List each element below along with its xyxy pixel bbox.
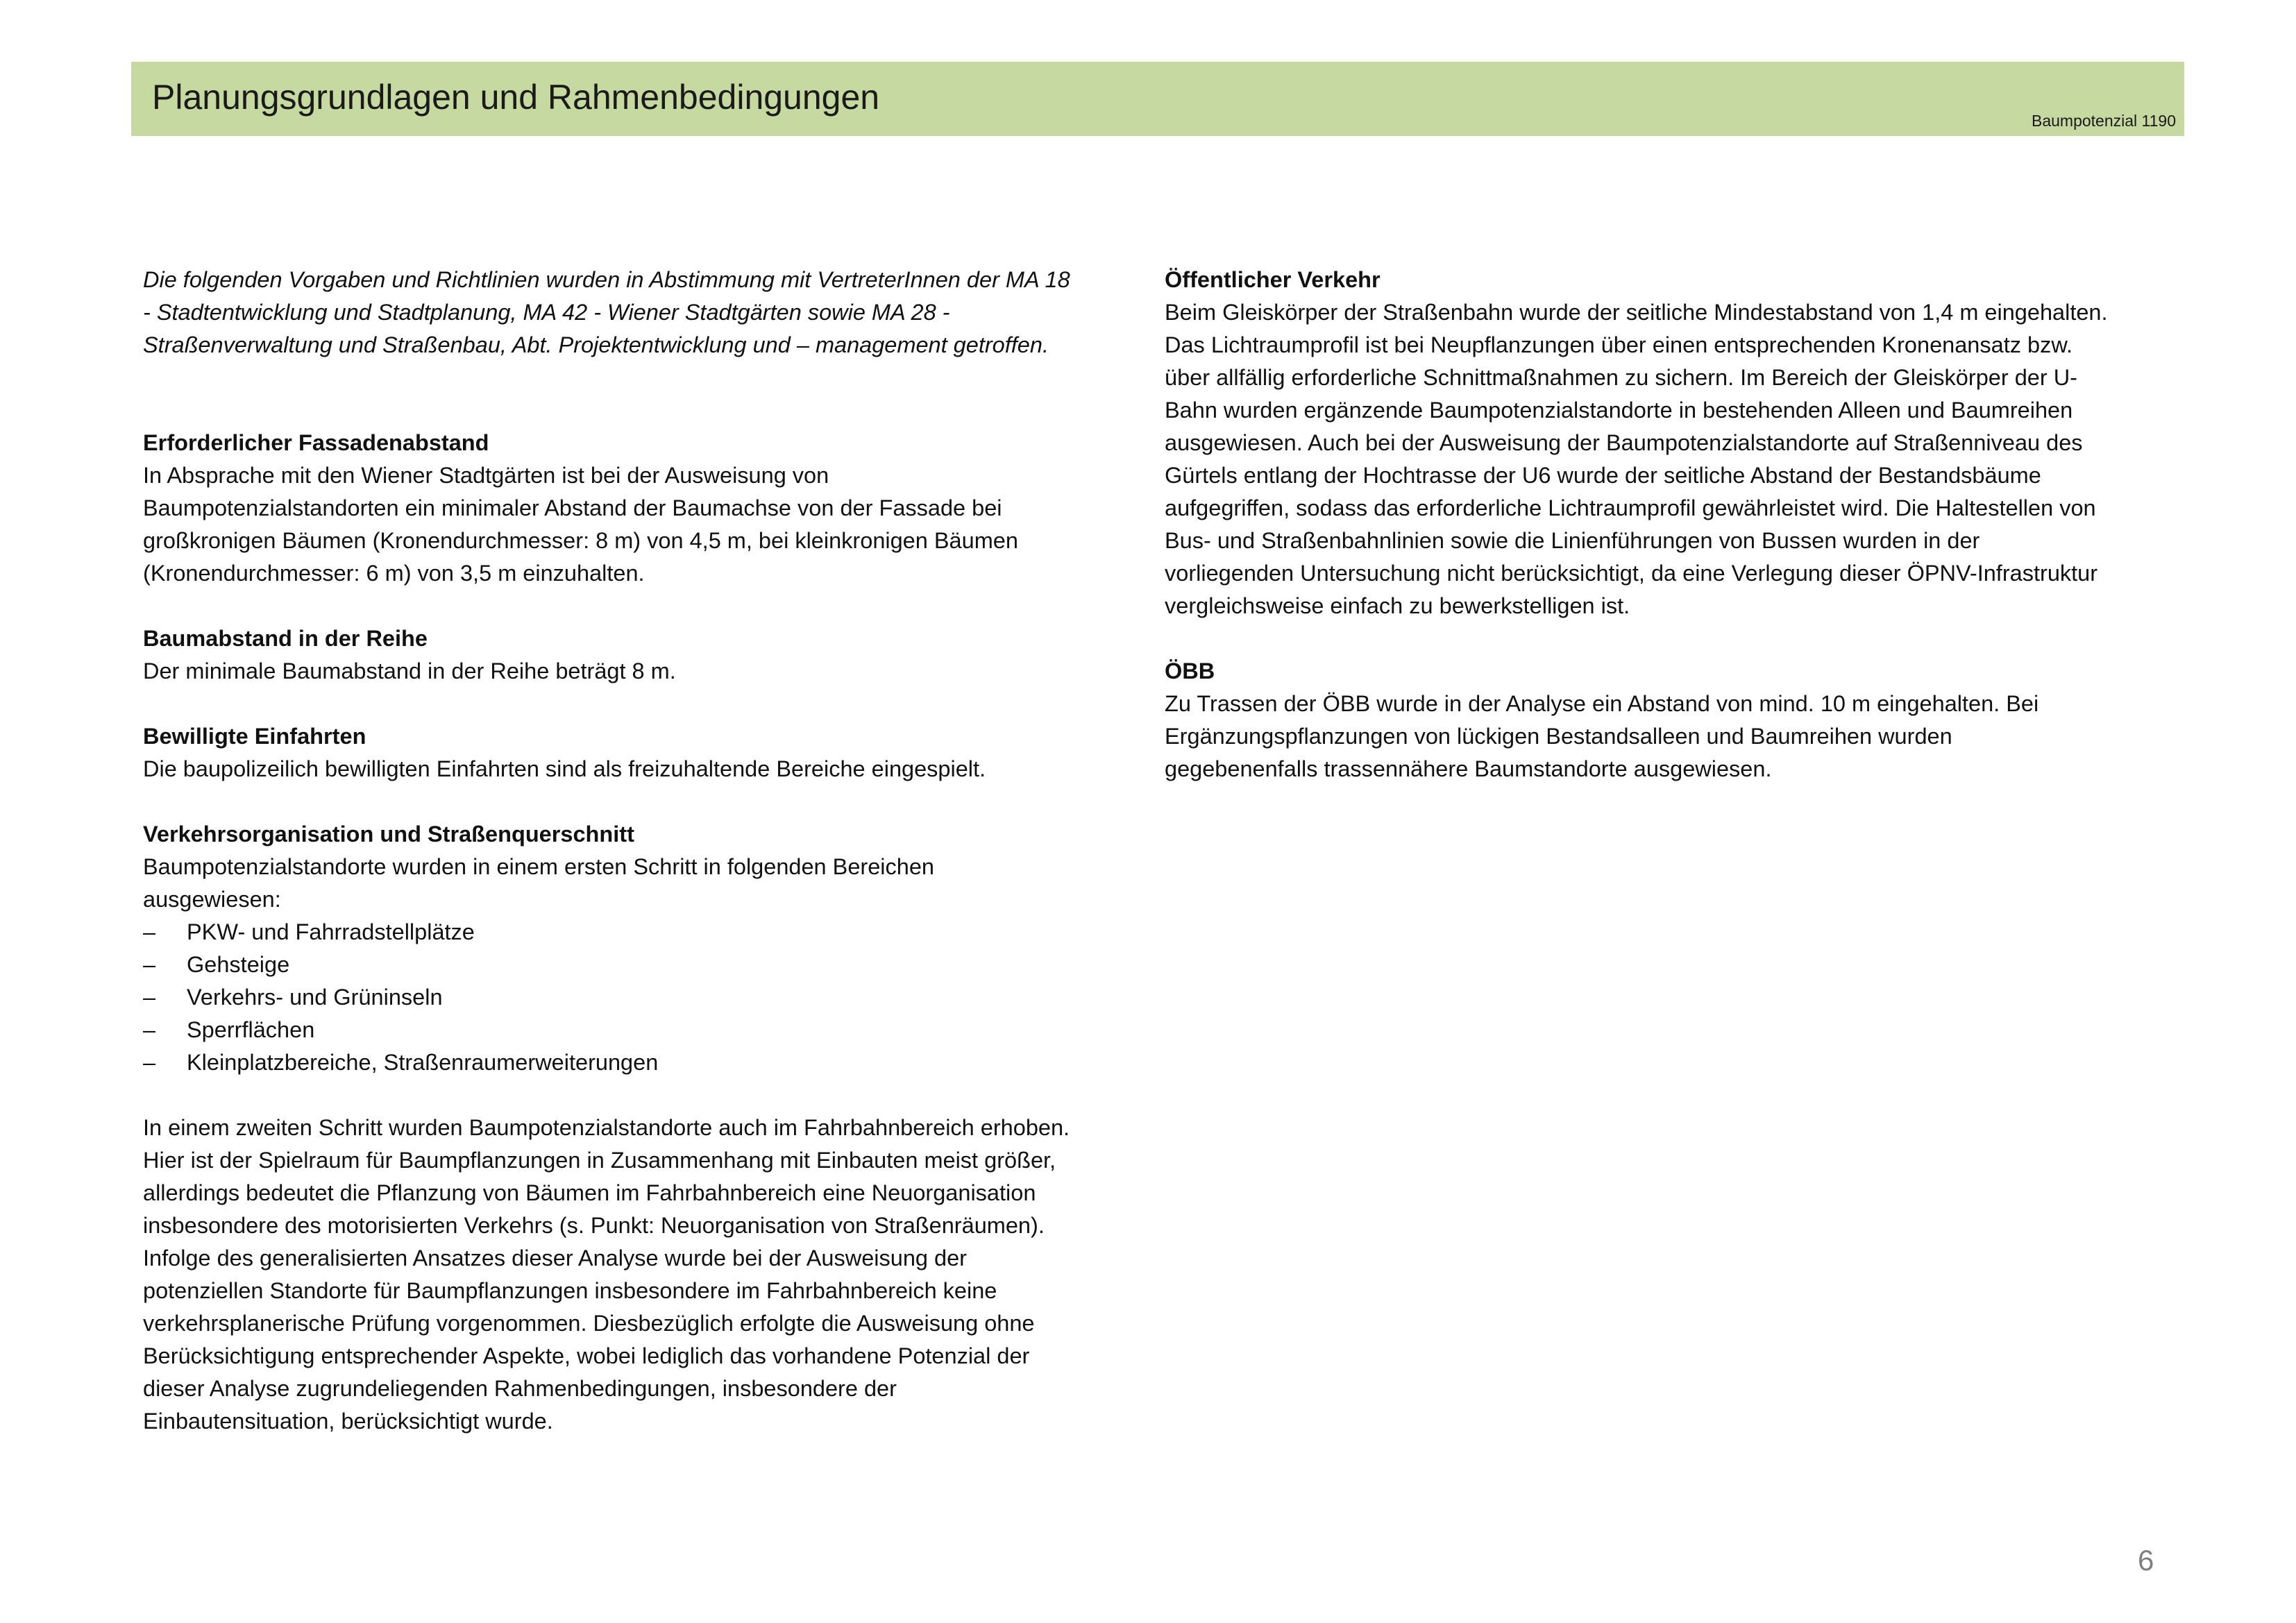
page-title: Planungsgrundlagen und Rahmenbedingungen bbox=[152, 78, 880, 117]
section-title: Verkehrsorganisation und Straßenquerschnitt bbox=[143, 822, 634, 847]
list-item bbox=[143, 981, 1073, 1014]
list-item-label: PKW- und Fahrradstellplätze bbox=[187, 919, 475, 944]
section-fassadenabstand bbox=[143, 427, 1073, 590]
document-subtitle: Baumpotenzial 1190 bbox=[2032, 112, 2176, 130]
section-einfahrten bbox=[143, 720, 1073, 785]
section-title: Bewilligte Einfahrten bbox=[143, 724, 366, 749]
list-item-label: Sperrflächen bbox=[187, 1017, 315, 1042]
right-column bbox=[1165, 264, 2109, 785]
section-text: Zu Trassen der ÖBB wurde in der Analyse ein Abstand von mind. 10 m eingehalten. Bei Ergänzungspflanzungen von lückigen Bestandsalleen und Baumreihen wurden gegebenenfalls trassennähere Baumstandorte ausgewiesen. bbox=[1165, 691, 2039, 781]
area-list bbox=[143, 916, 1073, 1079]
section-baumabstand bbox=[143, 622, 1073, 688]
section-text: In Absprache mit den Wiener Stadtgärten ist bei der Ausweisung von Baumpotenzialstandorten ein minimaler Abstand der Baumachse von der Fassade bei großkronigen Bäumen (Kronendurchmesser: 8 m) von 4,5 m, bei kleinkronigen Bäumen (Kronendurchmesser: 6 m) von 3,5 m einzuhalten. bbox=[143, 463, 1018, 586]
intro-paragraph: Die folgenden Vorgaben und Richtlinien wurden in Abstimmung mit VertreterInnen der MA 18 - Stadtentwicklung und Stadtplanung, MA 42 - Wiener Stadtgärten sowie MA 28 - Straßenverwaltung und Straßenbau, Abt. Projektentwicklung und – management getroffen. bbox=[143, 267, 1070, 357]
dash-bullet: – bbox=[143, 1017, 156, 1042]
left-column bbox=[143, 264, 1073, 1438]
section-text: Baumpotenzialstandorte wurden in einem ersten Schritt in folgenden Bereichen ausgewiesen: bbox=[143, 854, 934, 912]
section-oebb bbox=[1165, 655, 2109, 785]
section-title: ÖBB bbox=[1165, 658, 1215, 683]
list-item bbox=[143, 1014, 1073, 1046]
section-title: Erforderlicher Fassadenabstand bbox=[143, 430, 489, 455]
list-item bbox=[143, 949, 1073, 981]
dash-bullet: – bbox=[143, 919, 156, 944]
list-item-label: Kleinplatzbereiche, Straßenraumerweiterungen bbox=[187, 1050, 659, 1075]
list-item bbox=[143, 916, 1073, 949]
section-title: Baumabstand in der Reihe bbox=[143, 626, 428, 651]
list-item bbox=[143, 1046, 1073, 1079]
section-verkehrsorganisation bbox=[143, 818, 1073, 1438]
dash-bullet: – bbox=[143, 1050, 156, 1075]
section-oeffentlicher-verkehr bbox=[1165, 264, 2109, 622]
list-item-label: Verkehrs- und Grüninseln bbox=[187, 985, 443, 1010]
list-item-label: Gehsteige bbox=[187, 952, 290, 977]
section-text: Beim Gleiskörper der Straßenbahn wurde der seitliche Mindestabstand von 1,4 m eingehalten. Das Lichtraumprofil ist bei Neupflanzungen über einen entsprechenden Kronenansatz bzw. über allfällig erforderliche Schnittmaßnahmen zu sichern. Im Bereich der Gleiskörper der U-Bahn wurden ergänzende Baumpotenzialstandorte in bestehenden Alleen und Baumreihen ausgewiesen. Auch bei der Ausweisung der Baumpotenzialstandorte auf Straßenniveau des Gürtels entlang der Hochtrasse der U6 wurde der seitliche Abstand der Bestandsbäume aufgegriffen, sodass das erforderliche Lichtraumprofil gewährleistet wird. Die Haltestellen von Bus- und Straßenbahnlinien sowie die Linienführungen von Bussen wurden in der vorliegenden Untersuchung nicht berücksichtigt, da eine Verlegung dieser ÖPNV-Infrastruktur vergleichsweise einfach zu bewerkstelligen ist. bbox=[1165, 300, 2108, 618]
header-bar bbox=[131, 62, 2184, 136]
dash-bullet: – bbox=[143, 985, 156, 1010]
dash-bullet: – bbox=[143, 952, 156, 977]
section-title: Öffentlicher Verkehr bbox=[1165, 267, 1381, 292]
section-text: Die baupolizeilich bewilligten Einfahrten sind als freizuhaltende Bereiche eingespielt. bbox=[143, 756, 986, 781]
page-number: 6 bbox=[2138, 1544, 2154, 1577]
section-text-continued: In einem zweiten Schritt wurden Baumpotenzialstandorte auch im Fahrbahnbereich erhoben. Hier ist der Spielraum für Baumpflanzungen in Zusammenhang mit Einbauten meist größer, allerdings bedeutet die Pflanzung von Bäumen im Fahrbahnbereich eine Neuorganisation insbesondere des motorisierten Verkehrs (s. Punkt: Neuorganisation von Straßenräumen). Infolge des generalisierten Ansatzes dieser Analyse wurde bei der Ausweisung der potenziellen Standorte für Baumpflanzungen insbesondere im Fahrbahnbereich keine verkehrsplanerische Prüfung vorgenommen. Diesbezüglich erfolgte die Ausweisung ohne Berücksichtigung entsprechender Aspekte, wobei lediglich das vorhandene Potenzial der dieser Analyse zugrundeliegenden Rahmenbedingungen, insbesondere der Einbautensituation, berücksichtigt wurde. bbox=[143, 1115, 1070, 1434]
section-text: Der minimale Baumabstand in der Reihe beträgt 8 m. bbox=[143, 658, 676, 683]
